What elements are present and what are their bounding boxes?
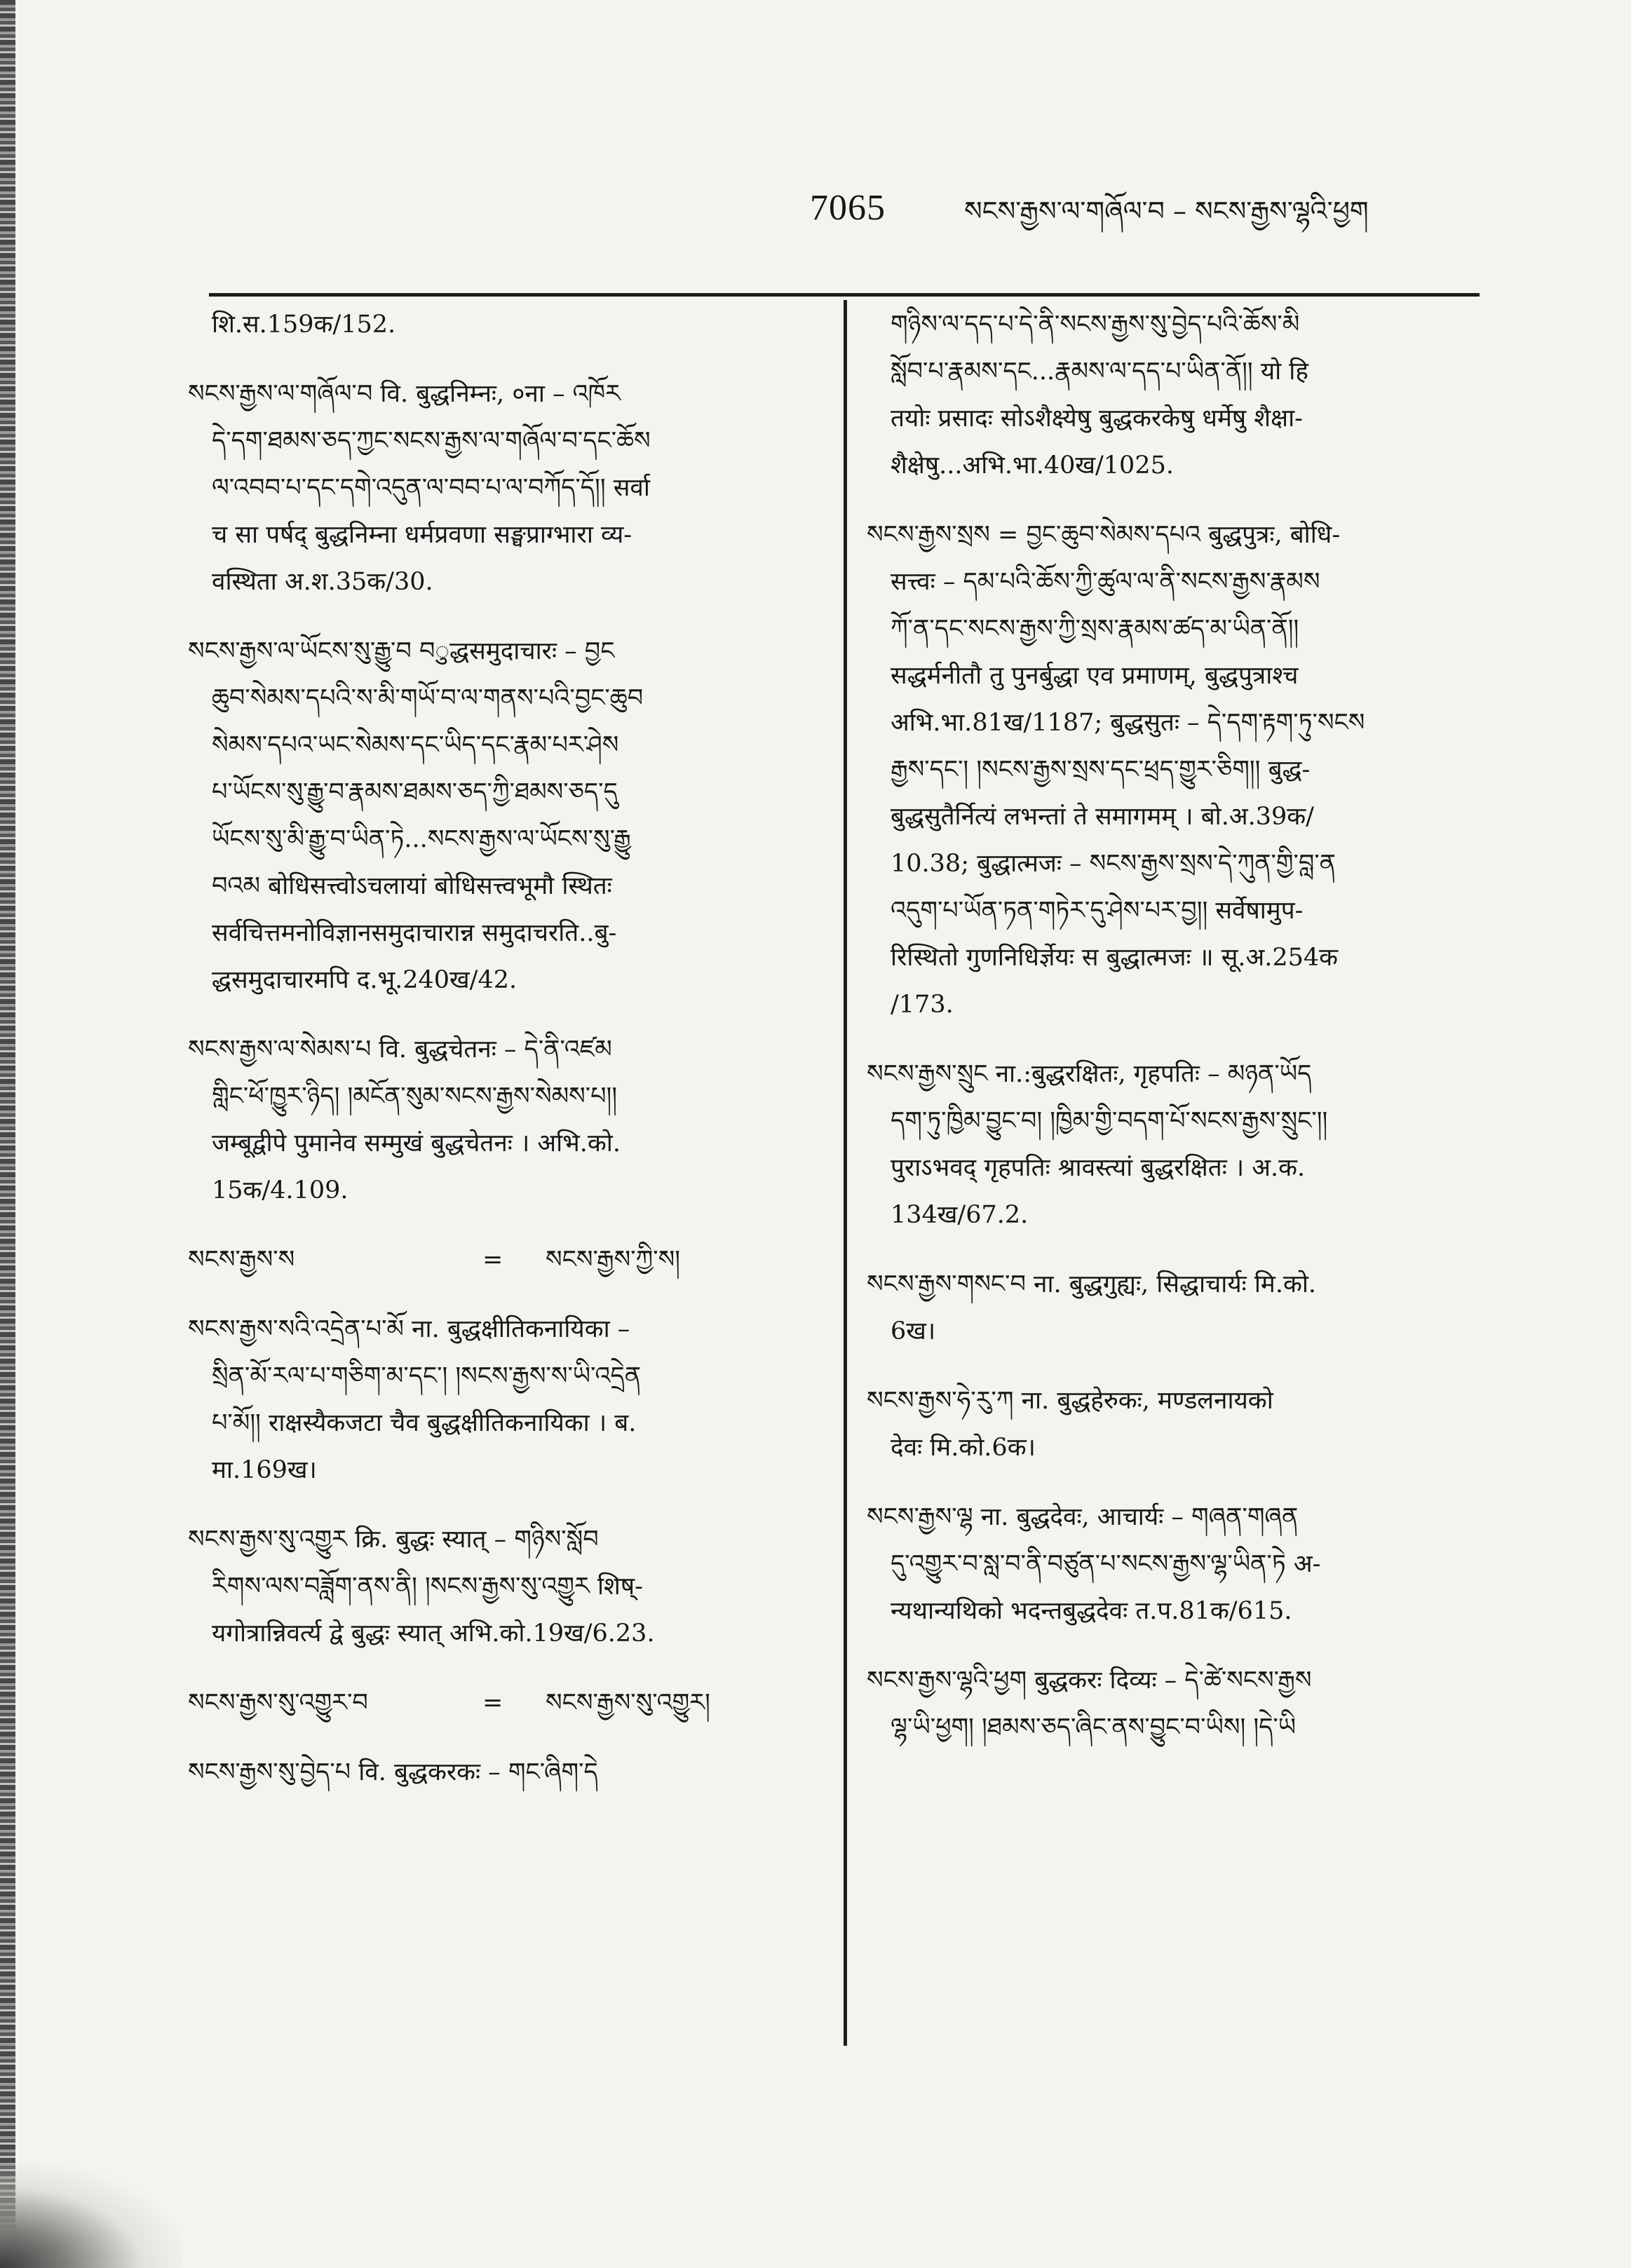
dictionary-entry (188, 301, 819, 348)
entry-line: སངས་རྒྱས་སྲུང ना.:बुद्धरक्षितः, गृहपतिः – མཉན་ཡོད (867, 1060, 1312, 1088)
dictionary-entry (188, 1306, 819, 1494)
left-column (188, 301, 819, 1796)
entry-line: སངས་རྒྱས་སུ་བྱེད་པ वि. बुद्धकरकः – གང་ཞིག་དེ (188, 1758, 598, 1786)
column-divider (844, 300, 847, 2046)
entry-line: ཆུབ་སེམས་དཔའི་ས་མི་གཡོ་བ་ལ་གནས་པའི་བྱང་ཆུབ (212, 684, 644, 712)
dictionary-entry (188, 1749, 819, 1796)
running-head: སངས་རྒྱས་ལ་གཞོལ་བ – སངས་རྒྱས་ལྷའི་ཕྱག (964, 196, 1369, 226)
dictionary-entry (188, 1680, 819, 1727)
dictionary-entry (188, 628, 819, 1004)
entry-line: सत्त्वः – དམ་པའི་ཆོས་ཀྱི་ཚུལ་ལ་ནི་སངས་རྒྱས་རྣམས (891, 568, 1320, 596)
entry-line: ལྷ་ཡི་ཕྱག། །ཐམས་ཅད་ཞིང་ནས་བྱུང་བ་ཡིས། །དེ་ཡི (891, 1713, 1297, 1741)
entry-line: བའམ बोधिसत्त्वोऽचलायां बोधिसत्त्वभूमौ स्थितः (212, 872, 612, 900)
entry-line: སྲིན་མོ་རལ་པ་གཅིག་མ་དང་། །སངས་རྒྱས་ས་ཡི་འདྲེན (212, 1362, 642, 1390)
page-corner-shadow (0, 2163, 182, 2268)
entry-line: वस्थिता अ.श.35क/30. (212, 568, 433, 596)
entry-line: གླིང་ཕོ་ཁྱུར་ཉིད། །མངོན་སུམ་སངས་རྒྱས་སེམས་པ།། (212, 1082, 618, 1111)
dictionary-entry (867, 512, 1484, 1028)
entry-line: बुद्धसुतैर्नित्यं लभन्तां ते समागमम् । बो.अ.39क/ (891, 803, 1314, 831)
entry-line: དག་ཏུ་ཁྱིམ་བྱུང་བ། །ཁྱིམ་གྱི་བདག་པོ་སངས་རྒྱས་སྲུང་།། (891, 1107, 1328, 1135)
entry-line: द्धसमुदाचारमपि द.भू.240ख/42. (212, 966, 517, 994)
entry-line: དེ་དག་ཐམས་ཅད་ཀྱང་སངས་རྒྱས་ལ་གཞོལ་བ་དང་ཆོས (212, 427, 651, 455)
entry-line: སངས་རྒྱས་ཧེ་རུ་ཀ ना. बुद्धहेरुकः, मण्डलनायको (867, 1387, 1273, 1415)
entry-line: मा.169ख। (212, 1456, 317, 1484)
entry-line: /173. (891, 991, 954, 1019)
entry-line: अभि.भा.81ख/1187; बुद्धसुतः – དེ་དག་རྟག་ཏུ་སངས (891, 709, 1365, 737)
entry-line: शैक्षेषु...अभि.भा.40ख/1025. (891, 451, 1174, 480)
right-column (867, 301, 1484, 1751)
entry-line: सद्धर्मनीतौ तु पुनर्बुद्धा एव प्रमाणम्, बुद्धपुत्राश्च (891, 662, 1299, 690)
entry-line: སངས་རྒྱས་ལ་སེམས་པ वि. बुद्धचेतनः – དེ་ནི་འཛམ (188, 1035, 612, 1064)
entry-headword: སངས་རྒྱས་སུ་འགྱུར་བ (188, 1689, 368, 1717)
entry-line: སངས་རྒྱས་གསང་བ ना. बुद्धगुह्यः, सिद्धाचार्यः मि.को. (867, 1270, 1317, 1298)
entry-line: देवः मि.को.6क। (891, 1434, 1036, 1462)
entry-line: སངས་རྒྱས་སྲས = བྱང་ཆུབ་སེམས་དཔའ बुद्धपुत्रः, बोधि- (867, 521, 1341, 549)
entry-line: च सा पर्षद् बुद्धनिम्ना धर्मप्रवणा सङ्घप्राग्भारा व्य- (212, 521, 632, 549)
entry-line: ཡོངས་སུ་མི་རྒྱུ་བ་ཡིན་ཏེ...སངས་རྒྱས་ལ་ཡོངས་སུ་རྒྱུ (212, 825, 631, 853)
dictionary-entry (867, 1494, 1484, 1635)
entry-line: पुराऽभवद् गृहपतिः श्रावस्त्यां बुद्धरक्षितः । अ.क. (891, 1154, 1306, 1182)
entry-line: སངས་རྒྱས་ལྷའི་ཕྱག बुद्धकरः दिव्यः – དེ་ཚེ་སངས་རྒྱས (867, 1666, 1312, 1695)
entry-line: སངས་རྒྱས་སའི་འདྲེན་པ་མོ ना. बुद्धक्षीतिकनायिका – (188, 1315, 630, 1343)
entry-line: रिस्थितो गुणनिधिर्ज्ञेयः स बुद्धात्मजः ॥ सू.अ.254क (891, 944, 1339, 972)
entry-headword: སངས་རྒྱས་ས (188, 1246, 295, 1274)
dictionary-entry (188, 1237, 819, 1284)
entry-line: 10.38; बुद्धात्मजः – སངས་རྒྱས་སྲས་དེ་ཀུན་གྱི་བླ་ན (891, 850, 1336, 878)
entry-line: 15क/4.109. (212, 1176, 348, 1204)
entry-line: འདུག་པ་ཡོན་ཏན་གཏེར་དུ་ཤེས་པར་བྱ།། सर्वेषामुप- (891, 897, 1304, 925)
cross-reference: སངས་རྒྱས་ཀྱི་ས། (546, 1246, 681, 1274)
book-binding-shadow (0, 0, 15, 2268)
dictionary-entry (867, 1378, 1484, 1472)
entry-line: ཀོ་ན་དང་སངས་རྒྱས་ཀྱི་སྲས་རྣམས་ཚད་མ་ཡིན་ནོ།། (891, 615, 1299, 643)
cross-reference: སངས་རྒྱས་སུ་འགྱུར། (546, 1689, 710, 1717)
equals-sign: = (482, 1246, 503, 1274)
page-number: 7065 (810, 188, 886, 228)
entry-line: གཉིས་ལ་དད་པ་དེ་ནི་སངས་རྒྱས་སུ་བྱེད་པའི་ཆོས་མི (891, 311, 1300, 339)
dictionary-entry (867, 1657, 1484, 1751)
entry-line: जम्बूद्वीपे पुमानेव सम्मुखं बुद्धचेतनः । अभि.को. (212, 1129, 621, 1157)
entry-line: སངས་རྒྱས་ལ་ཡོངས་སུ་རྒྱུ་བ བुद्धसमुदाचारः – བྱང (188, 637, 615, 665)
entry-line: 6ख। (891, 1317, 936, 1345)
entry-line: शि.स.159क/152. (212, 311, 396, 339)
entry-line: སེམས་དཔའ་ཡང་སེམས་དང་ཡིད་དང་རྣམ་པར་ཤེས (212, 731, 619, 759)
header-rule (209, 293, 1480, 297)
equals-sign: = (482, 1689, 503, 1717)
entry-line: སངས་རྒྱས་སུ་འགྱུར क्रि. बुद्धः स्यात् – གཉིས་སློབ (188, 1526, 599, 1554)
entry-line: སློབ་པ་རྣམས་དང...རྣམས་ལ་དད་པ་ཡིན་ནོ།། यो हि (891, 358, 1308, 386)
entry-line: यगोत्रान्निवर्त्य द्वे बुद्धः स्यात् अभि.को.19ख/6.23. (212, 1619, 655, 1648)
entry-line: པ་མོ།། राक्षस्यैकजटा चैव बुद्धक्षीतिकनायिका । ब. (212, 1409, 637, 1437)
entry-line: སངས་རྒྱས་ལ་གཞོལ་བ वि. बुद्धनिम्नः, ०ना – འཁོར (188, 380, 621, 408)
entry-line: 134ख/67.2. (891, 1201, 1029, 1229)
dictionary-entry (867, 301, 1484, 489)
entry-line: སངས་རྒྱས་ལྷ ना. बुद्धदेवः, आचार्यः – གཞན་གཞན (867, 1503, 1299, 1531)
dictionary-entry (867, 1051, 1484, 1239)
entry-line: न्यथान्यथिको भदन्तबुद्धदेवः त.प.81क/615. (891, 1597, 1292, 1625)
entry-line: ལ་འབབ་པ་དང་དགེ་འདུན་ལ་བབ་པ་ལ་བཀོད་དོ།། सर्वा (212, 474, 650, 502)
dictionary-entry (867, 1261, 1484, 1355)
entry-line: དུ་འགྱུར་བ་སླ་བ་ནི་བཙུན་པ་སངས་རྒྱས་ལྷ་ཡིན་ཏེ अ- (891, 1550, 1321, 1578)
dictionary-entry (188, 371, 819, 606)
entry-line: པ་ཡོངས་སུ་རྒྱུ་བ་རྣམས་ཐམས་ཅད་ཀྱི་ཐམས་ཅད་དུ (212, 778, 618, 806)
entry-line: རྒྱས་དང་། །སངས་རྒྱས་སྲས་དང་ཕྲད་གྱུར་ཅིག།། बुद्ध- (891, 756, 1311, 784)
dictionary-entry (188, 1516, 819, 1657)
entry-line: सर्वचित्तमनोविज्ञानसमुदाचारान्न समुदाचरति..बु- (212, 919, 617, 947)
entry-line: རིགས་ལས་བཟློག་ནས་ནི། །སངས་རྒྱས་སུ་འགྱུར शिष्- (212, 1573, 643, 1601)
entry-line: तयोः प्रसादः सोऽशैक्ष्येषु बुद्धकरकेषु धर्मेषु शैक्षा- (891, 405, 1304, 433)
dictionary-entry (188, 1026, 819, 1214)
